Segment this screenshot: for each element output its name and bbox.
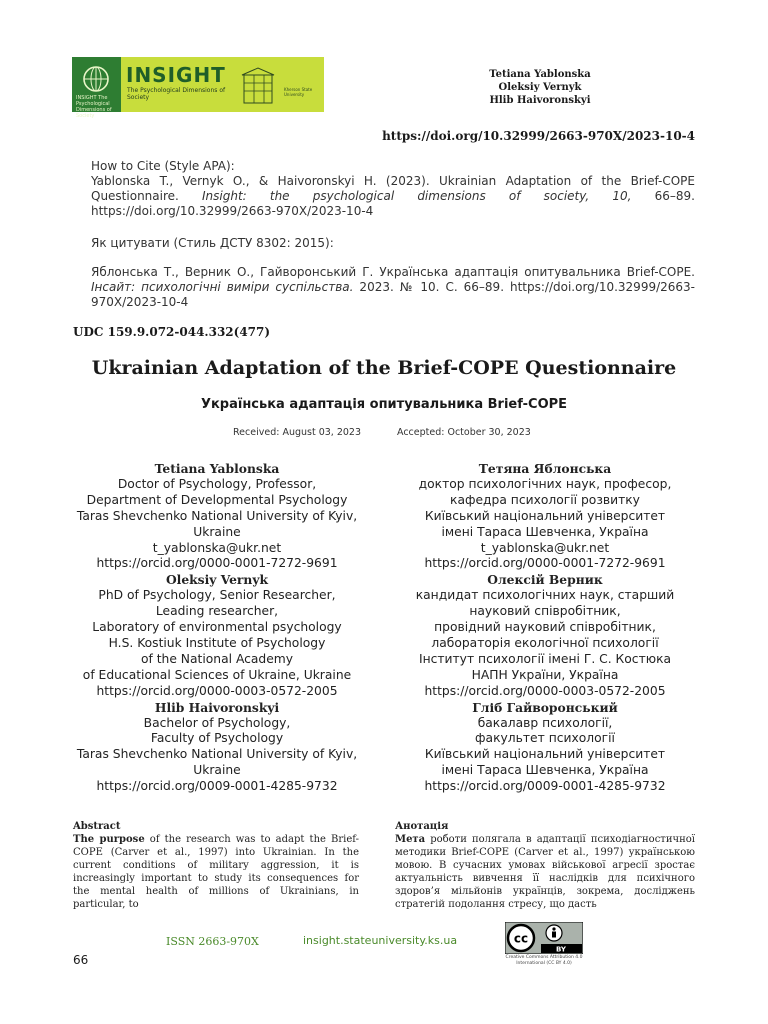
received-date: Received: August 03, 2023 bbox=[233, 427, 362, 438]
author-affiliation-line: Leading researcher, bbox=[155, 604, 279, 619]
author-affiliation-line: кандидат психологічних наук, старший bbox=[415, 588, 675, 603]
author-affiliation-line: Taras Shevchenko National University of Kyiv, bbox=[76, 508, 358, 523]
author-name: Тетяна Яблонська bbox=[478, 461, 612, 476]
author-affiliation-line: імені Тараса Шевченка, Україна bbox=[441, 524, 649, 539]
author-affiliation-line: Faculty of Psychology bbox=[150, 731, 284, 746]
authors-ua-column bbox=[397, 461, 693, 795]
citation-en-tail: 66–89. https://doi.org/10.32999/2663-970X/2023-10-4 bbox=[91, 189, 695, 218]
footer-issn: ISSN 2663-970X bbox=[166, 935, 259, 948]
citation-ua-heading: Як цитувати (Стиль ДСТУ 8302: 2015): bbox=[91, 236, 334, 250]
author-affiliation-line: Doctor of Psychology, Professor, bbox=[117, 476, 317, 491]
globe-emblem-icon bbox=[82, 65, 110, 93]
author-affiliation-line: імені Тараса Шевченка, Україна bbox=[441, 763, 649, 778]
citation-ua-plain: Яблонська Т., Верник О., Гайворонський Г. Українська адаптація опитувальника Brief-COPE. bbox=[91, 265, 695, 279]
author-name: Hlib Haivoronskyi bbox=[154, 699, 280, 715]
author-affiliation-line: бакалавр психології, bbox=[477, 715, 613, 730]
author-name: Oleksiy Vernyk bbox=[165, 572, 269, 588]
author-affiliation-line: Ukraine bbox=[193, 524, 241, 539]
journal-logo-banner bbox=[72, 57, 324, 119]
author-affiliation-line: PhD of Psychology, Senior Researcher, bbox=[98, 588, 336, 603]
author-name: Гліб Гайворонський bbox=[472, 699, 618, 715]
by-badge-text: BY bbox=[555, 945, 567, 954]
citation-en-plain: Yablonska T., Vernyk O., & Haivoronskyi H. (2023). Ukrainian Adaptation of the Brief-COPE Questionnaire. bbox=[91, 174, 695, 203]
citation-en-journal: Insight: the psychological dimensions of society, 10, bbox=[202, 189, 632, 203]
author-affiliation-line: факультет психології bbox=[475, 731, 615, 746]
cc-badge-text: cc bbox=[513, 931, 529, 946]
logo-emblem-caption: INSIGHT The Psychological Dimensions of Society bbox=[76, 95, 112, 119]
accepted-date: Accepted: October 30, 2023 bbox=[397, 427, 531, 438]
abstract-ua-lead: Мета bbox=[395, 834, 426, 845]
logo-wordmark: INSIGHT bbox=[126, 63, 226, 87]
footer-journal-url[interactable]: insight.stateuniversity.ks.ua bbox=[303, 934, 458, 947]
author-affiliation-line: Інститут психології імені Г. С. Костюка bbox=[418, 651, 672, 666]
author-orcid[interactable]: https://orcid.org/0009-0001-4285-9732 bbox=[96, 779, 338, 794]
author-orcid[interactable]: https://orcid.org/0000-0003-0572-2005 bbox=[424, 683, 666, 698]
citation-en bbox=[73, 159, 695, 219]
article-title: Ukrainian Adaptation of the Brief-COPE Questionnaire bbox=[91, 357, 677, 379]
logo-building-caption: Kherson State University bbox=[284, 87, 313, 97]
author-affiliation-line: кафедра психології розвитку bbox=[450, 492, 640, 507]
abstract-ua-body bbox=[395, 833, 695, 911]
citation-en-text bbox=[73, 174, 695, 219]
logo-emblem-block bbox=[72, 57, 121, 119]
article-subtitle-ua: Українська адаптація опитувальника Brief-COPE bbox=[200, 397, 568, 412]
abstract-en-heading: Abstract bbox=[73, 821, 121, 832]
author-name: Олексій Верник bbox=[487, 572, 603, 588]
author-affiliation-line: лабораторія екологічної психології bbox=[431, 635, 659, 650]
citation-ua-journal: Інсайт: психологічні виміри суспільства. bbox=[91, 280, 354, 294]
abstract-ua bbox=[395, 820, 695, 911]
abstract-ua-text: роботи полягала в адаптації психодіагностичної методики Brief-COPE (Carver et al., 1997) українською мовою. В сучасних умовах військової агресії зростає актуальність вивчення її наслідків для психічного здоров’я мільйонів українців, зокрема, досліджень стратегій подолання стресу, що дасть bbox=[395, 834, 695, 910]
author-orcid[interactable]: https://orcid.org/0000-0001-7272-9691 bbox=[424, 556, 666, 571]
author-affiliation-line: of Educational Sciences of Ukraine, Ukraine bbox=[82, 667, 352, 682]
author-affiliation-line: of the National Academy bbox=[140, 651, 294, 666]
author-orcid[interactable]: https://orcid.org/0000-0001-7272-9691 bbox=[96, 556, 338, 571]
citation-ua-text bbox=[73, 265, 695, 310]
abstract-en bbox=[73, 820, 359, 911]
running-author: Tetiana Yablonska bbox=[489, 69, 591, 80]
authors-en-column bbox=[69, 461, 365, 795]
author-affiliation-line: Київський національний університет bbox=[424, 747, 666, 762]
udc-code: UDC 159.9.072-044.332(477) bbox=[73, 325, 271, 339]
citation-en-heading: How to Cite (Style APA): bbox=[91, 159, 235, 173]
doi-link[interactable]: https://doi.org/10.32999/2663-970X/2023-10-4 bbox=[382, 129, 695, 143]
author-affiliation-line: Laboratory of environmental psychology bbox=[92, 620, 342, 635]
author-affiliation-line: Bachelor of Psychology, bbox=[143, 715, 291, 730]
author-affiliation-line: провідний науковий співробітник, bbox=[434, 620, 656, 635]
author-affiliation-line: Department of Developmental Psychology bbox=[86, 492, 348, 507]
citation-ua-tail: 2023. № 10. С. 66–89. https://doi.org/10.32999/2663-970X/2023-10-4 bbox=[91, 280, 696, 309]
author-affiliation-line: Taras Shevchenko National University of Kyiv, bbox=[76, 747, 358, 762]
author-affiliation-line: доктор психологічних наук, професор, bbox=[418, 476, 672, 491]
cc-by-license-icon[interactable] bbox=[505, 922, 583, 954]
author-email[interactable]: t_yablonska@ukr.net bbox=[480, 540, 610, 555]
university-building-icon bbox=[240, 67, 280, 105]
abstract-en-body bbox=[73, 833, 359, 911]
abstract-en-text: of the research was to adapt the Brief-COPE (Carver et al., 1997) into Ukrainian. In the current conditions of military aggression, it is increasingly important to study its consequences for the mental health of millions of Ukrainians, in particular, to bbox=[73, 834, 360, 910]
running-author: Oleksiy Vernyk bbox=[498, 82, 582, 93]
author-email[interactable]: t_yablonska@ukr.net bbox=[152, 540, 282, 555]
license-caption: Creative Commons Attribution 4.0 International (CC BY 4.0) bbox=[505, 955, 583, 966]
abstract-ua-heading: Анотація bbox=[395, 821, 449, 832]
citation-ua bbox=[73, 236, 695, 310]
author-affiliation-line: НАПН України, Україна bbox=[471, 667, 619, 682]
page-number: 66 bbox=[73, 953, 89, 967]
author-affiliation-line: науковий співробітник, bbox=[469, 604, 621, 619]
author-affiliation-line: Ukraine bbox=[193, 763, 241, 778]
author-orcid[interactable]: https://orcid.org/0000-0003-0572-2005 bbox=[96, 683, 338, 698]
author-orcid[interactable]: https://orcid.org/0009-0001-4285-9732 bbox=[424, 779, 666, 794]
author-affiliation-line: H.S. Kostiuk Institute of Psychology bbox=[108, 635, 326, 650]
abstract-en-lead: The purpose bbox=[73, 834, 145, 845]
logo-subtitle: The Psychological Dimensions of Society bbox=[127, 87, 226, 101]
author-affiliation-line: Київський національний університет bbox=[424, 508, 666, 523]
author-name: Tetiana Yablonska bbox=[154, 461, 280, 476]
running-author: Hlib Haivoronskyi bbox=[489, 95, 591, 106]
running-authors bbox=[440, 68, 640, 107]
